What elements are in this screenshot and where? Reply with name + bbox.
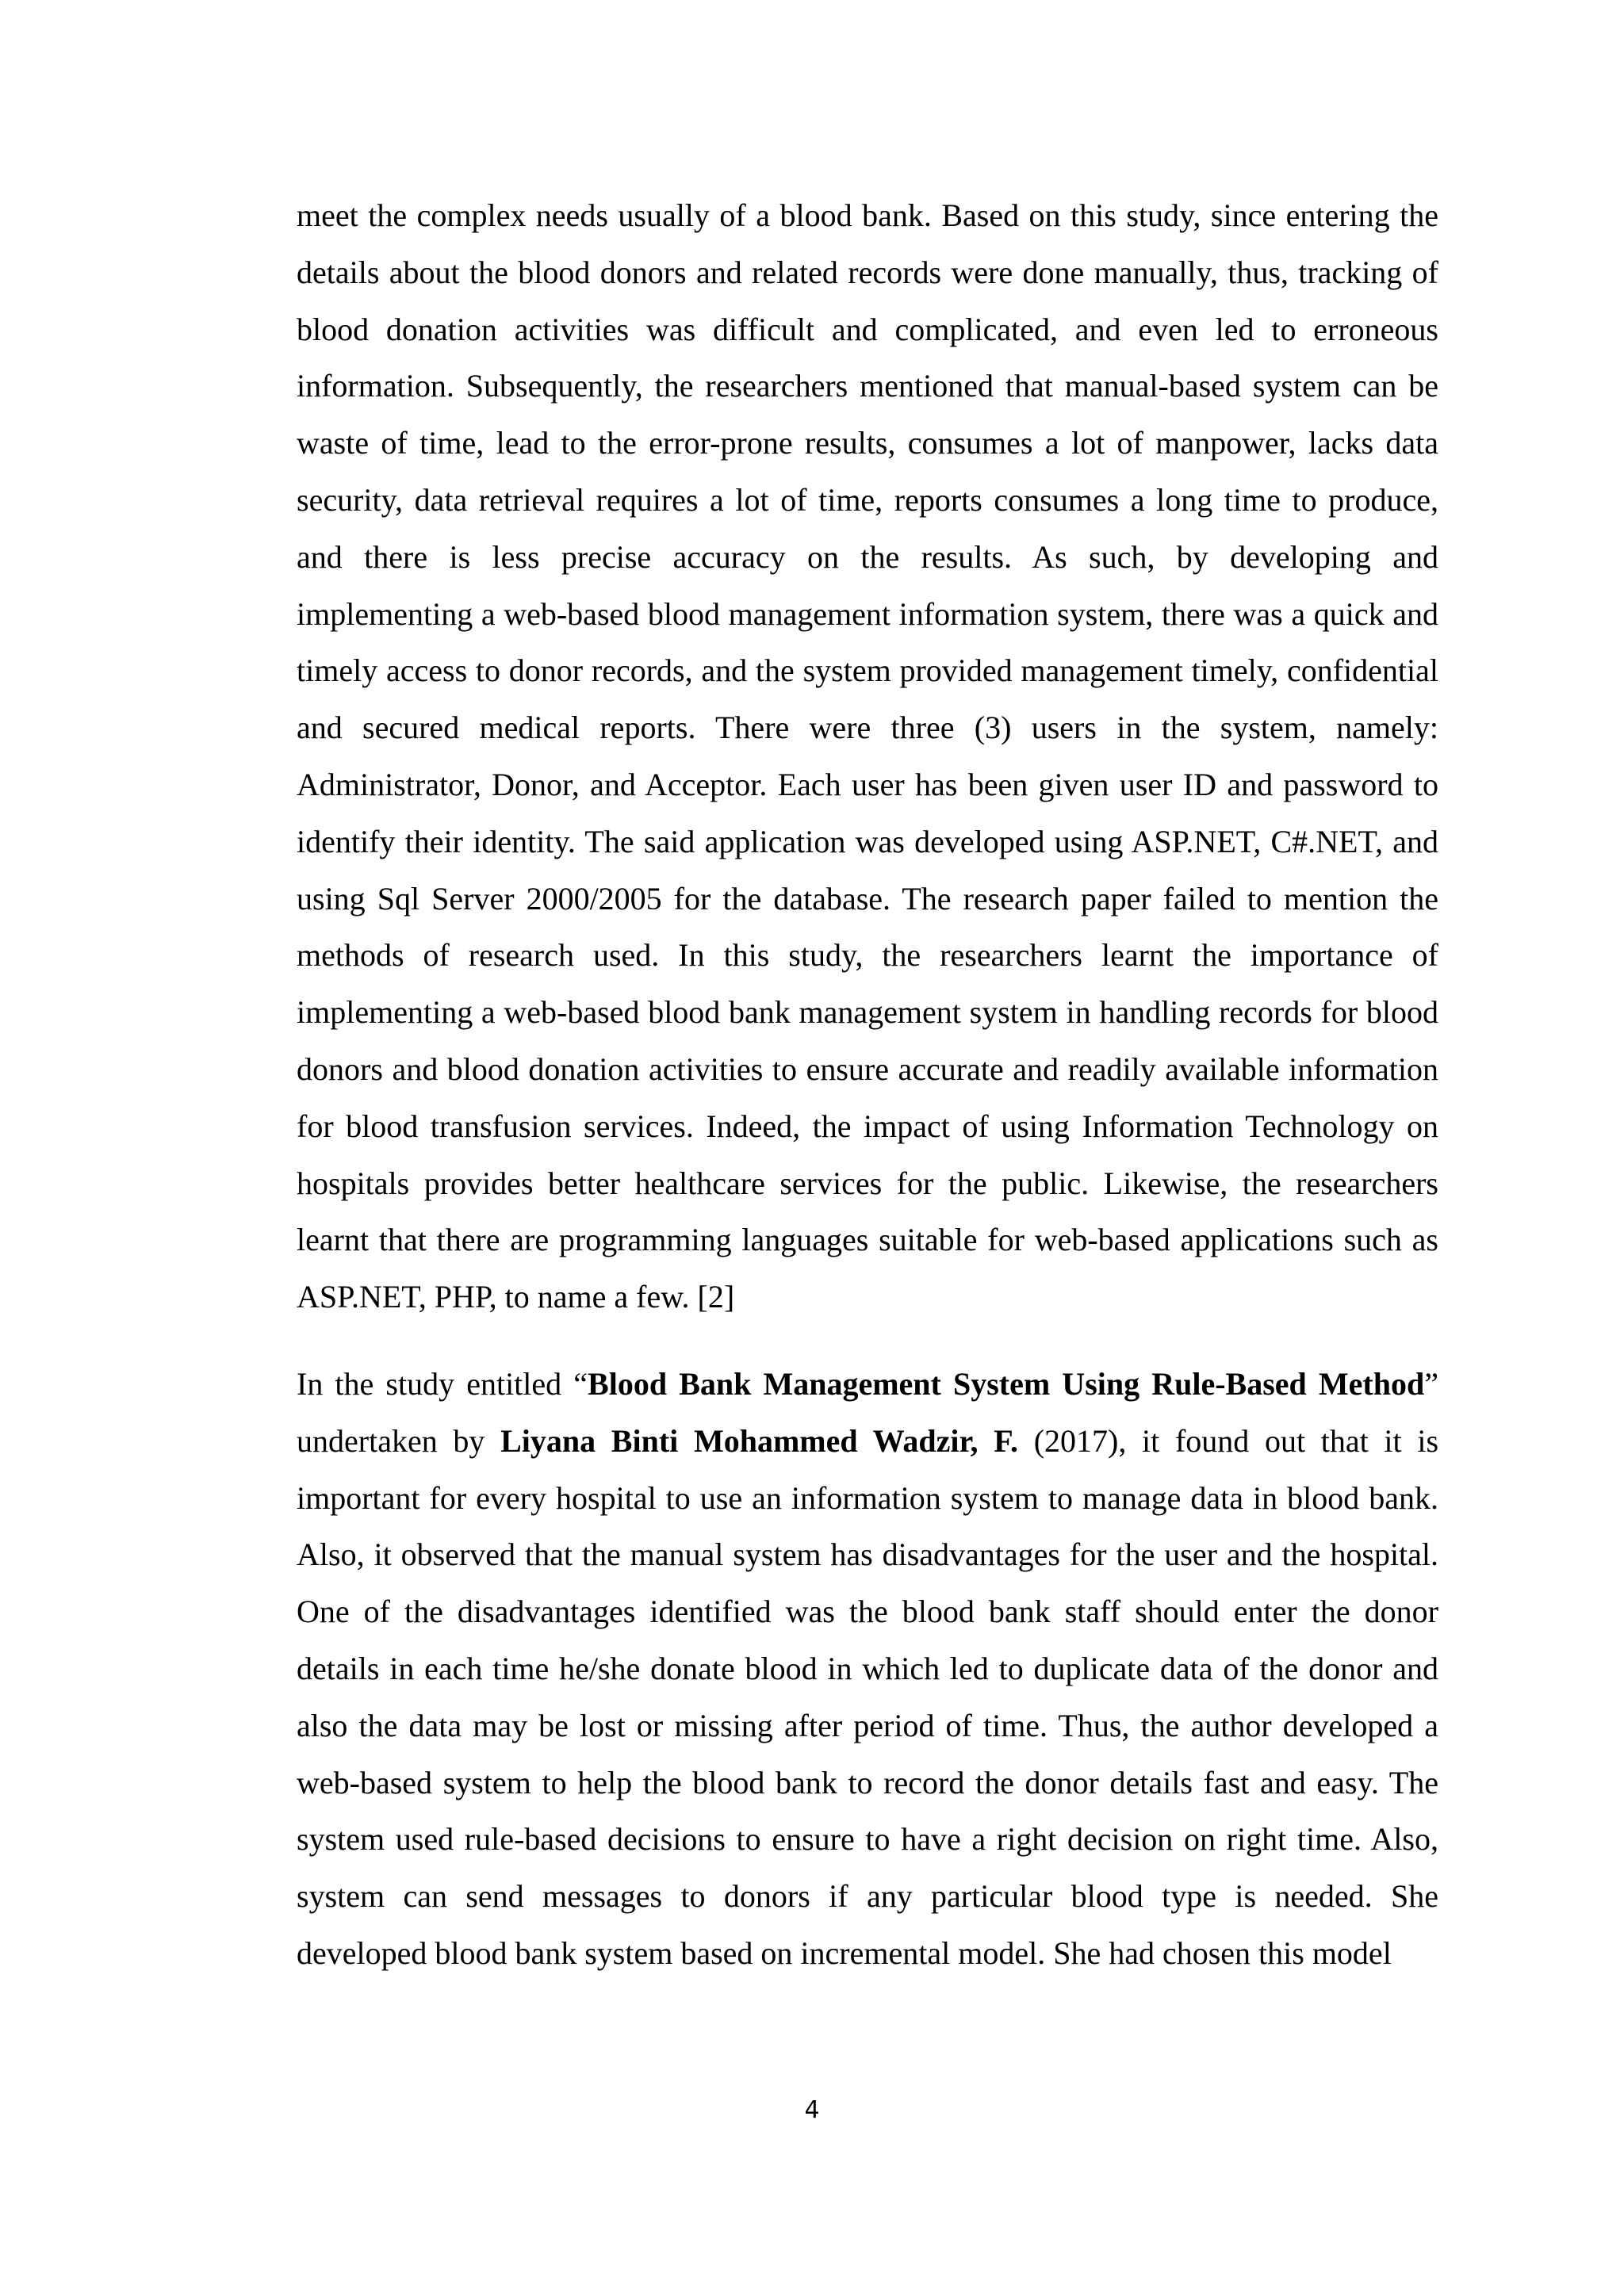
- close-quote: ”: [1424, 1365, 1438, 1402]
- paragraph-2: [297, 1356, 1438, 1982]
- study-title: Blood Bank Management System Using Rule-Based Method: [588, 1365, 1425, 1402]
- body-text: [297, 187, 1438, 1982]
- undertaken-by: undertaken by: [297, 1422, 501, 1459]
- paragraph-2-intro: In the study entitled “: [297, 1365, 588, 1402]
- paragraph-1: meet the complex needs usually of a blood bank. Based on this study, since entering the details about the blood donors and related records were done manually, thus, tracking of blood donation activities was difficult and complicated, and even led to erroneous information. Subsequently, the researchers mentioned that manual-based system can be waste of time, lead to the error-prone results, consumes a lot of manpower, lacks data security, data retrieval requires a lot of time, reports consumes a long time to produce, and there is less precise accuracy on the results. As such, by developing and implementing a web-based blood management information system, there was a quick and timely access to donor records, and the system provided management timely, confidential and secured medical reports. There were three (3) users in the system, namely: Administrator, Donor, and Acceptor. Each user has been given user ID and password to identify their identity. The said application was developed using ASP.NET, C#.NET, and using Sql Server 2000/2005 for the database. The research paper failed to mention the methods of research used. In this study, the researchers learnt the importance of implementing a web-based blood bank management system in handling records for blood donors and blood donation activities to ensure accurate and readily available information for blood transfusion services. Indeed, the impact of using Information Technology on hospitals provides better healthcare services for the public. Likewise, the researchers learnt that there are programming languages suitable for web-based applications such as ASP.NET, PHP, to name a few. [2]: [297, 197, 1438, 1315]
- author-name: Liyana Binti Mohammed Wadzir, F.: [500, 1422, 1019, 1459]
- page-number: 4: [804, 2096, 820, 2124]
- paragraph-2-body: (2017), it found out that it is important for every hospital to use an information system to manage data in blood bank. Also, it observed that the manual system has disadvantages for the user and the hospital. One of the disadvantages identified was the blood bank staff should enter the donor details in each time he/she donate blood in which led to duplicate data of the donor and also the data may be lost or missing after period of time. Thus, the author developed a web-based system to help the blood bank to record the donor details fast and easy. The system used rule-based decisions to ensure to have a right decision on right time. Also, system can send messages to donors if any particular blood type is needed. She developed blood bank system based on incremental model. She had chosen this model: [297, 1422, 1439, 1971]
